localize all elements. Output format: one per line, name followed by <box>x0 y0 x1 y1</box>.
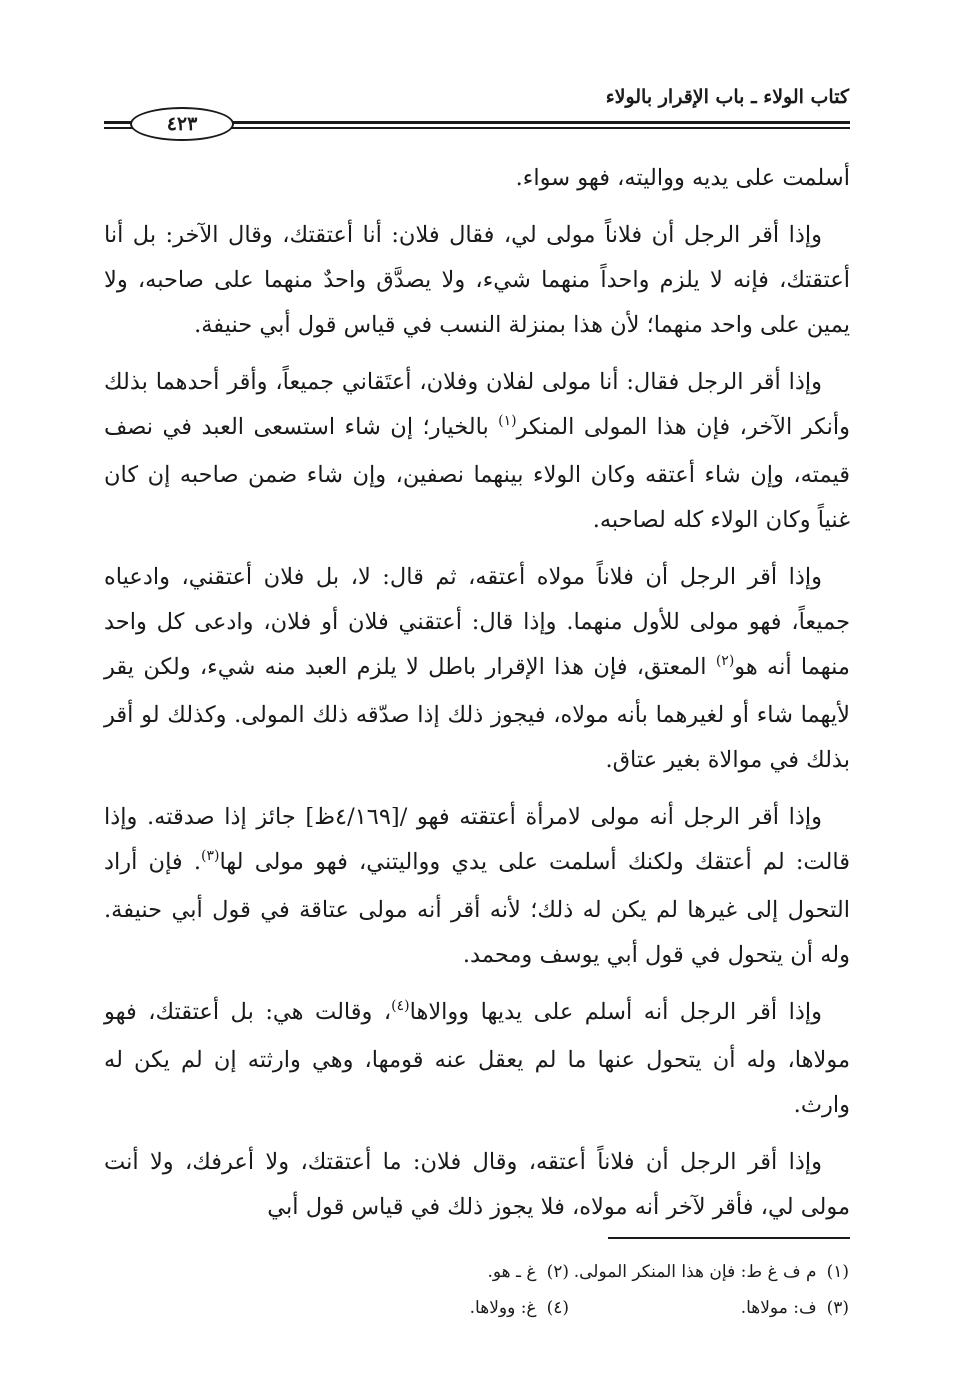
footnote-ref: (٢) <box>715 653 735 669</box>
paragraph-text: وإذا أقر الرجل أنه مولى لامرأة أعتقته فهو /[٤/١٦٩ظ] جائز إذا صدقته. وإذا قالت: لم أعتقك ولكنك أسلمت على يدي وواليتني، فهو مولى لها <box>104 804 850 875</box>
footnote-text: غ: وولاها. <box>469 1298 537 1318</box>
paragraph-text: المعتق، فإن هذا الإقرار باطل لا يلزم العبد منه شيء، ولكن يقر لأيهما شاء أو لغيرهما بأنه مولاه، فيجوز ذلك إذا صدّقه ذلك المولى. وكذلك لو أقر بذلك في موالاة بغير عتاق. <box>104 654 850 773</box>
footnote-number: (٢) <box>546 1262 569 1282</box>
footnote-row <box>289 1290 849 1326</box>
paragraph-text: ، وقالت هي: بل أعتقتك، فهو مولاها، وله أن يتحول عنها ما لم يعقل عنه قومها، وهي وارثته إن لم يكن له وارث. <box>104 999 850 1118</box>
paragraph: أسلمت على يديه وواليته، فهو سواء. <box>515 165 850 191</box>
footnote-number: (٣) <box>826 1298 849 1318</box>
main-text <box>104 156 850 1230</box>
footnote <box>289 1254 569 1290</box>
paragraph <box>104 360 850 543</box>
footnote-ref: (١) <box>498 413 517 429</box>
running-title: كتاب الولاء ـ باب الإقرار بالولاء <box>605 86 849 108</box>
footnotes <box>289 1254 849 1326</box>
footnote-divider <box>608 1237 850 1239</box>
paragraph <box>104 795 850 978</box>
paragraph: وإذا أقر الرجل أن فلاناً مولى لي، فقال فلان: أنا أعتقتك، وقال الآخر: بل أنا أعتقتك، فإنه لا يلزم واحداً منهما شيء، ولا يصدَّق واحدٌ منهما على صاحبه، ولا يمين على واحد منهما؛ لأن هذا بمنزلة النسب في قياس قول أبي حنيفة. <box>104 222 850 338</box>
paragraph-text: وإذا أقر الرجل أن فلاناً مولاه أعتقه، ثم قال: لا، بل فلان أعتقني، وادعياه جميعاً، فهو مولى للأول منهما. وإذا قال: أعتقني فلان أو فلان، وادعى كل واحد منهما أنه هو <box>104 564 850 680</box>
paragraph-text: بالخيار؛ إن شاء استسعى العبد في نصف قيمته، وإن شاء أعتقه وكان الولاء بينهما نصفين، وإن شاء ضمن صاحبه إن كان غنياً وكان الولاء كله لصاحبه. <box>104 414 850 533</box>
footnote-text: م ف غ ط: فإن هذا المنكر المولى. <box>573 1262 817 1282</box>
footnote-number: (٤) <box>546 1298 569 1318</box>
paragraph: وإذا أقر الرجل أن فلاناً أعتقه، وقال فلان: ما أعتقتك، ولا أعرفك، ولا أنت مولى لي، فأقر لآخر أنه مولاه، فلا يجوز ذلك في قياس قول أبي <box>104 1149 850 1220</box>
footnote <box>289 1290 569 1326</box>
footnote <box>569 1254 849 1290</box>
footnote-number: (١) <box>826 1262 849 1282</box>
paragraph-text: وإذا أقر الرجل فقال: أنا مولى لفلان وفلان، أعتَقاني جميعاً، وأقر أحدهما بذلك وأنكر الآخر، فإن هذا المولى المنكر <box>104 369 850 440</box>
footnote-text: ف: مولاها. <box>740 1298 817 1318</box>
footnote-ref: (٤) <box>391 998 410 1014</box>
paragraph-text: وإذا أقر الرجل أنه أسلم على يديها ووالاها <box>409 999 823 1025</box>
paragraph <box>104 990 850 1128</box>
footnote <box>569 1290 849 1326</box>
paragraph-text: . فإن أراد التحول إلى غيرها لم يكن له ذلك؛ لأنه أقر أنه مولى عتاقة في قول أبي حنيفة. وله أن يتحول في قول أبي يوسف ومحمد. <box>104 849 850 968</box>
footnote-text: غ ـ هو. <box>487 1262 537 1282</box>
paragraph <box>104 555 850 783</box>
footnote-ref: (٣) <box>200 848 220 864</box>
page-number: ٤٢٣ <box>130 107 234 141</box>
footnote-row <box>289 1254 849 1290</box>
